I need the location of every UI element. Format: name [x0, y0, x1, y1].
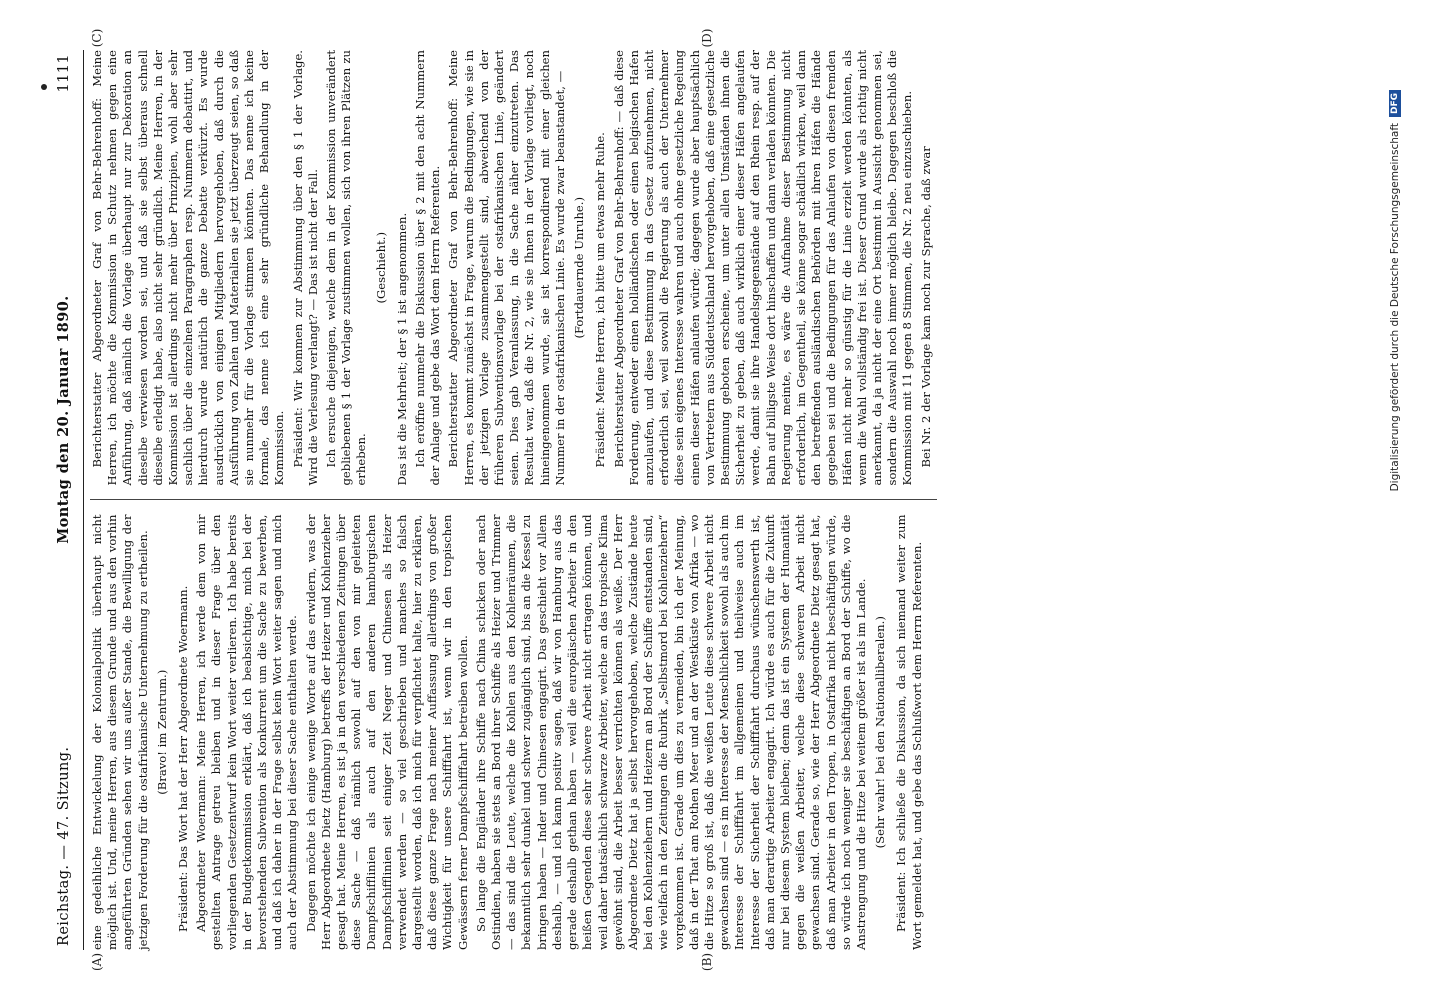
- page-header: [55, 50, 77, 950]
- text-columns: [90, 28, 937, 972]
- header-left: Reichstag. — 47. Sitzung.: [56, 746, 72, 946]
- paragraph: Berichterstatter Abgeordneter Graf von Behr-Behrenhoff: Meine Herren, es kommt zunächst in Frage, warum die Bedingungen, wie sie in der jetzigen Vorlage zusammengestellt sind, abweichend von der früheren Subventionsvorlage bei der ostafrikanischen Linie, geändert seien. Dies gab Veranlassung, in die Sache näher einzutreten. Das Resultat war, daß die Nr. 2, wie sie Ihnen in der Vorlage vorliegt, noch hineingenommen wurde, sie ist korrespondirend mit einer gleichen Nummer in der ostafrikanischen Linie. Es wurde zwar beanstandet, —: [446, 50, 567, 486]
- column-divider: [90, 500, 937, 501]
- paragraph: Präsident: Wir kommen zur Abstimmung über den § 1 der Vorlage. Wird die Verlesung verlangt? — Das ist nicht der Fall.: [290, 50, 320, 486]
- paragraph: Präsident: Das Wort hat der Herr Abgeordnete Woermann.: [176, 585, 191, 932]
- paragraph: Berichterstatter Abgeordneter Graf von Behr-Behrenhoff: — daß diese Forderung, entweder einen holländischen oder einen belgischen Hafen anzulaufen, und diese Bestimmung in das Gesetz aufzunehmen, nicht erforderlich sei, weil sowohl die Regierung als auch der Unternehmer diese sein eigenes Interesse wahren und auch ohne gesetzliche Regelung einen dieser Häfen anlaufen würde; dagegen wurde aber hauptsächlich von Vertretern aus Süddeutschland hervorgehoben, daß eine gesetzliche Bestimmung geboten erscheine, um unter allen Umständen ihnen die Sicherheit zu geben, daß auch wirklich einer dieser Häfen angelaufen werde, damit sie ihre Handelsgegenstände auf den Rhein resp. auf der Bahn auf billigste Weise dort hinschaffen und dann verladen könnten. Die Regierung meinte, es wäre die Aufnahme dieser Bestimmung nicht erforderlich, im Gegentheil, sie könne sogar schädlich wirken, weil dann den betreffenden ausländischen Behörden mit ihren Häfen die Hände gegeben sei und die Bedingungen für das Anlaufen von diesen fremden Häfen nicht mehr so günstig für die Linie erzielt werden könnten, als wenn die Wahl vollständig frei ist. Dieser Grund wurde als richtig nicht anerkannt, da ja nicht der eine Ort bestimmt in Aussicht genommen sei, sondern die Auswahl noch immer möglich bleibe. Dagegen beschloß die Kommission mit 11 gegen 8 Stimmen, die Nr. 2 neu einzuschieben.: [611, 50, 915, 486]
- left-column: [90, 515, 937, 951]
- page-number: 1111: [56, 54, 72, 93]
- paragraph: Abgeordneter Woermann: Meine Herren, ich werde dem von mir gestellten Antrage getreu bleiben und in dieser Frage über den vorliegenden Gesetzentwurf kein Wort weiter verlieren. Ich habe bereits in der Budgetkommission erklärt, daß ich beabsichtige, mich bei der bevorstehenden Subvention als Konkurrent um die Sache zu bewerben, und daß ich daher in der Frage selbst kein Wort weiter sagen und mich auch der Abstimmung bei dieser Sache enthalten werde.: [194, 514, 300, 950]
- header-rule: [83, 50, 84, 950]
- scan-speck: [41, 84, 47, 90]
- paragraph: Berichterstatter Abgeordneter Graf von Behr-Behrenhoff: Meine Herren, ich möchte die Kommission in Schutz nehmen gegen eine Anführung, daß nämlich die Vorlage überhaupt nur zur Dekoration an dieselbe verwiesen worden sei, und daß sie selbst überaus schnell dieselbe erledigt habe, also nicht sehr gründlich. Meine Herren, in der Kommission ist allerdings nicht mehr über Prinzipien, wohl aber sehr sachlich über die einzelnen Paragraphen resp. Nummern debattirt, und hierdurch wurde natürlich die ganze Debatte verkürzt. Es wurde ausdrücklich von einigen Mitgliedern hervorgehoben, daß durch die Ausführung von Zahlen und Materialien sie jetzt überzeugt seien, so daß sie nunmehr für die Vorlage stimmen könnten. Das nenne ich keine formale, das nenne ich eine sehr gründliche Behandlung in der Kommission.: [90, 50, 287, 486]
- paragraph: Dagegen möchte ich einige wenige Worte auf das erwidern, was der Herr Abgeordnete Dietz (Hamburg) betreffs der Heizer und Kohlenzieher gesagt hat. Meine Herren, es ist ja in den verschiedenen Zeitungen über diese Sache — daß nämlich sowohl auf den von mir geleiteten Dampfschifflinien als auch auf den anderen hamburgischen Dampfschifflinien seit einiger Zeit Neger und Chinesen als Heizer verwendet werden — so viel geschrieben und manches so falsch dargestellt worden, daß ich mich für verpflichtet halte, hier zu erklären, daß diese ganze Frage nach meiner Auffassung allerdings von großer Wichtigkeit für unsere Schifffahrt ist, wenn wir in den tropischen Gewässern ferner Dampfschifffahrt betreiben wollen.: [303, 514, 470, 950]
- stage-direction: (Bravo! im Zentrum.): [154, 669, 169, 795]
- credit-text: Digitalisierung gefördert durch die Deutsche Forschungsgemeinschaft: [1389, 123, 1401, 492]
- margin-marker-d: (D): [700, 28, 714, 48]
- dfg-logo: DFG: [1389, 90, 1401, 117]
- paragraph: Ich eröffne nunmehr die Diskussion über § 2 mit den acht Nummern der Anlage und gebe das Wort dem Herrn Referenten.: [413, 50, 443, 486]
- paragraph: Das ist die Mehrheit; der § 1 ist angenommen.: [394, 212, 409, 486]
- digitization-credit: [1389, 90, 1401, 491]
- paragraph: Ich ersuche diejenigen, welche dem in der Kommission unverändert gebliebenen § 1 der Vorlage zustimmen wollen, sich von ihren Plätzen zu erheben.: [324, 50, 369, 486]
- margin-marker-b: (B): [700, 952, 714, 972]
- paragraph: So lange die Engländer ihre Schiffe nach China schicken oder nach Ostindien, haben sie stets an Bord ihrer Schiffe als Heizer und Trimmer — das sind die Leute, welche die Kohlen aus den Kohlenräumen, die bekanntlich sehr dunkel und schwer zugänglich sind, bis an die Kessel zu bringen haben — Inder und Chinesen engagirt. Das geschieht vor Allem deshalb, — und ich kann positiv sagen, daß wir von Hamburg aus das gerade deshalb gethan haben — weil die europäischen Arbeiter in den heißen Gegenden diese sehr schwere Arbeit nicht ertragen können, und weil daher thatsächlich schwarze Arbeiter, welche an das tropische Klima gewöhnt sind, die Arbeit besser verrichten können als weiße. Der Herr Abgeordnete Dietz hat ja selbst hervorgehoben, welche Zustände heute bei den Kohlenziehern und Heizern an Bord der Schiffe entstanden sind, wie vielfach in den Zeitungen die Rubrik „Selbstmord bei Kohlenziehern“ vorgekommen ist. Gerade um dies zu vermeiden, bin ich der Meinung, daß in der That am Rothen Meer und an der Westküste von Afrika — wo die Hitze so groß ist, daß die weißen Leute diese schwere Arbeit nicht gewachsen sind — es im Interesse der Menschlichkeit sowohl als auch im Interesse der Schifffahrt im allgemeinen und theilweise auch im Interesse der Sicherheit der Schifffahrt durchaus wünschenswerth ist, daß man derartige Arbeiter engagirt. Ich würde es auch für die Zukunft nur bei diesem System bleiben; denn das ist ein System der Humanität gegen die weißen Arbeiter, welche diese schweren Arbeit nicht gewachsen sind. Gerade so, wie der Herr Abgeordnete Dietz gesagt hat, daß man Arbeiter in den Tropen, in Ostafrika nicht beschäftigen würde, so würde ich noch weniger sie beschäftigen an Bord der Schiffe, wo die Anstrengung und die Hitze bei weitem größer ist als im Lande.: [473, 514, 868, 950]
- paragraph: Bei Nr. 2 der Vorlage kam noch zur Sprache, daß zwar: [918, 146, 933, 468]
- paragraph: Präsident: Meine Herren, ich bitte um etwas mehr Ruhe.: [593, 132, 608, 468]
- margin-marker-a: (A): [90, 952, 104, 972]
- right-column: [90, 50, 937, 486]
- stage-direction: (Sehr wahr! bei den Nationalliberalen.): [873, 616, 888, 849]
- scanned-page: [31, 30, 1401, 970]
- stage-direction: (Fortdauernde Unruhe.): [572, 196, 587, 339]
- paragraph: Präsident: Ich schließe die Diskussion, da sich niemand weiter zum Wort gemeldet hat, und gebe das Schlußwort dem Herrn Referenten.: [894, 514, 924, 950]
- margin-marker-c: (C): [90, 28, 104, 48]
- header-date: Montag den 20. Januar 1890.: [55, 295, 72, 544]
- stage-direction: (Geschieht.): [373, 232, 388, 304]
- paragraph: eine gedeihliche Entwickelung der Kolonialpolitik überhaupt nicht möglich ist. Und, meine Herren, aus diesem Grunde und aus den vorhin angeführten Gründen sehen wir uns außer Stande, die Bewilligung der jetzigen Forderung für die ostafrikanische Unternehmung zu ertheilen.: [90, 514, 150, 950]
